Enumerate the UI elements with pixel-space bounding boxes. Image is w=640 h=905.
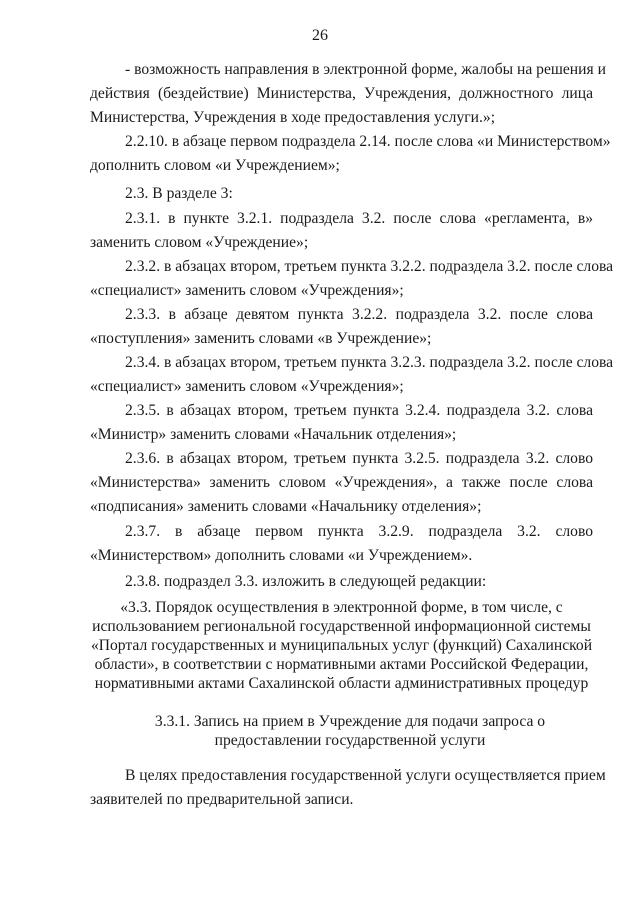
page-number: 26 [312,27,328,44]
text-line: «поступления» заменить словами «в Учреждение»; [90,330,432,347]
text-line: 2.3.1. в пункте 3.2.1. подраздела 3.2. после слова «регламента, в» [125,210,593,227]
text-line: В целях предоставления государственной услуги осуществляется прием [125,767,606,784]
text-line: 2.3.4. в абзацах втором, третьем пункта 3.2.3. подраздела 3.2. после слова [125,354,614,371]
text-line: «подписания» заменить словами «Начальнику отделения»; [90,498,482,515]
quoted-line: нормативными актами Сахалинской области административных процедур [94,675,589,692]
subheading [110,712,590,750]
text-line: 2.3.5. в абзацах втором, третьем пункта 3.2.4. подраздела 3.2. слова [125,402,593,419]
text-line: «Министерством» дополнить словами «и Учреждением». [90,547,473,564]
subheading-line: предоставлении государственной услуги [214,732,486,749]
text-line: заменить словом «Учреждение»; [90,234,309,251]
text-line: «Министерства» заменить словом «Учреждения», а также после слова [90,474,593,491]
text-line: 2.3.3. в абзаце девятом пункта 3.2.2. подраздела 3.2. после слова [125,306,593,323]
text-line: - возможность направления в электронной форме, жалобы на решения и [125,61,606,78]
text-line: действия (бездействие) Министерства, Учреждения, должностного лица [90,85,593,102]
quoted-line: «Портал государственных и муниципальных услуг (функций) Сахалинской [90,637,593,654]
text-line: дополнить словом «и Учреждением»; [90,157,340,174]
text-line: 2.3.2. в абзацах втором, третьем пункта 3.2.2. подраздела 3.2. после слова [125,258,614,275]
quoted-line: использованием региональной государственной информационной системы [92,618,591,635]
quoted-line: «3.3. Порядок осуществления в электронной форме, в том числе, с [120,599,563,616]
text-line: 2.3.6. в абзацах втором, третьем пункта 3.2.5. подраздела 3.2. слово [125,450,593,467]
text-line: 2.2.10. в абзаце первом подраздела 2.14. после слова «и Министерством» [125,133,611,150]
section-heading: 2.3. В разделе 3: [125,185,233,202]
subheading-line: 3.3.1. Запись на прием в Учреждение для подачи запроса о [154,713,546,730]
text-line: «специалист» заменить словом «Учреждения»; [90,282,404,299]
quoted-block [90,598,593,693]
text-line: «специалист» заменить словом «Учреждения»; [90,378,404,395]
text-line: 2.3.7. в абзаце первом пункта 3.2.9. подраздела 3.2. слово [125,523,593,540]
text-line: 2.3.8. подраздел 3.3. изложить в следующей редакции: [125,573,487,590]
text-line: «Министр» заменить словами «Начальник отделения»; [90,426,457,443]
text-line: Министерства, Учреждения в ходе предоставления услуги.»; [90,109,496,126]
text-line: заявителей по предварительной записи. [90,791,354,808]
quoted-line: области», в соответствии с нормативными актами Российской Федерации, [94,656,589,673]
